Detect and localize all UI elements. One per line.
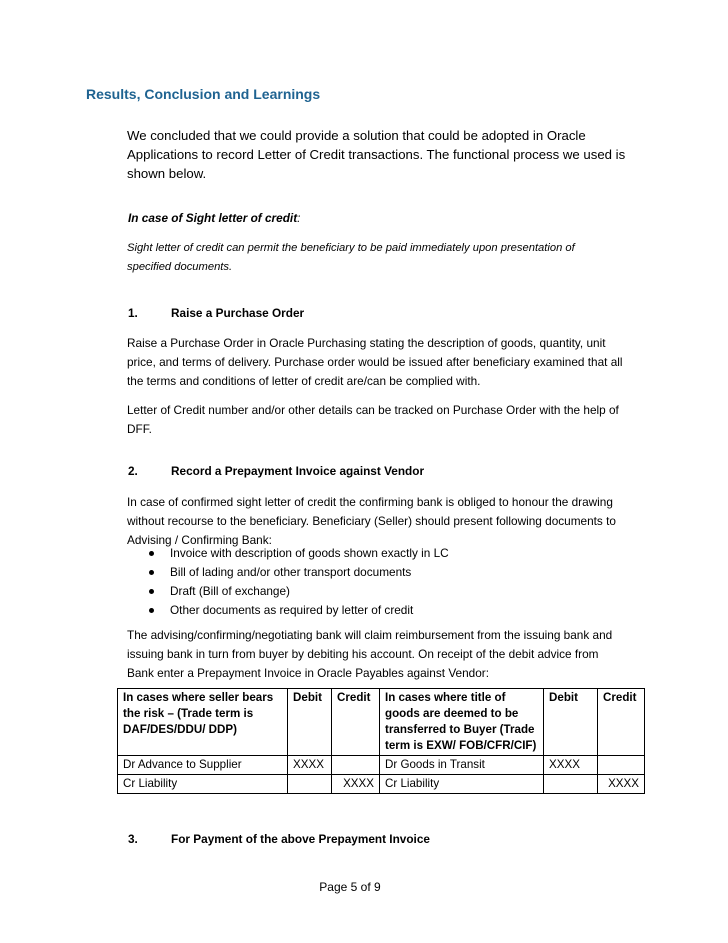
step-title: For Payment of the above Prepayment Invoice [171,832,430,846]
list-item [127,601,647,620]
list-item-text: Bill of lading and/or other transport documents [170,565,412,579]
paragraph-line: without recourse to the beneficiary. Beneficiary (Seller) should present following documents to [127,514,616,528]
sight-title [128,209,300,228]
row-left-credit: XXXX [332,775,380,794]
row-right-description: Dr Goods in Transit [380,756,544,775]
list-item-text: Draft (Bill of exchange) [170,584,290,598]
row-right-debit [544,775,598,794]
list-item-text: Other documents as required by letter of credit [170,603,414,617]
row-left-description: Cr Liability [118,775,288,794]
step-1-paragraph-1 [127,334,647,391]
step-2-paragraph-1 [127,493,647,550]
paragraph-line: Advising / Confirming Bank: [127,533,272,547]
step-1-heading [128,304,628,323]
row-right-credit: XXXX [598,775,645,794]
sight-title-colon: : [297,211,301,225]
paragraph-line: issuing bank in turn from buyer by debiting his account. On receipt of the debit advice from [127,647,599,661]
step-3-heading [128,830,628,849]
header-left-credit: Credit [332,689,380,756]
row-right-debit: XXXX [544,756,598,775]
header-right-credit: Credit [598,689,645,756]
documents-list [127,544,647,620]
header-left-description: In cases where seller bears the risk – (Trade term is DAF/DES/DDU/ DDP) [118,689,288,756]
bullet-icon [149,570,154,575]
row-right-credit [598,756,645,775]
step-title: Raise a Purchase Order [171,306,305,320]
header-left-debit: Debit [288,689,332,756]
paragraph-line: Letter of Credit number and/or other details can be tracked on Purchase Order with the help of [127,403,619,417]
paragraph-line: The advising/confirming/negotiating bank will claim reimbursement from the issuing bank and [127,628,613,642]
sight-desc-line: Sight letter of credit can permit the beneficiary to be paid immediately upon presentation of [127,242,575,254]
paragraph-line: the terms and conditions of letter of credit are/can be complied with. [127,374,481,388]
intro-line: Applications to record Letter of Credit transactions. The functional process we used is [127,147,626,162]
sight-description [127,239,647,277]
list-item [127,582,647,601]
header-right-debit: Debit [544,689,598,756]
header-right-description: In cases where title of goods are deemed to be transferred to Buyer (Trade term is EXW/ FOB/CFR/CIF) [380,689,544,756]
paragraph-line: Bank enter a Prepayment Invoice in Oracle Payables against Vendor: [127,666,489,680]
paragraph-line: In case of confirmed sight letter of credit the confirming bank is obliged to honour the drawing [127,495,613,509]
row-right-description: Cr Liability [380,775,544,794]
row-left-debit [288,775,332,794]
step-2-heading [128,462,628,481]
intro-line: shown below. [127,166,207,181]
step-1-paragraph-2 [127,401,647,439]
sight-title-text: In case of Sight letter of credit [128,211,298,225]
list-item [127,563,647,582]
sight-desc-line: specified documents. [127,261,233,273]
paragraph-line: DFF. [127,422,152,436]
paragraph-line: Raise a Purchase Order in Oracle Purchasing stating the description of goods, quantity, unit [127,336,606,350]
table-header-row [118,689,645,756]
list-item [127,544,647,563]
accounting-entries-table [117,688,645,794]
table-row [118,756,645,775]
bullet-icon [149,551,154,556]
step-number: 3. [128,832,138,846]
paragraph-line: price, and terms of delivery. Purchase order would be issued after beneficiary examined that all [127,355,623,369]
step-title: Record a Prepayment Invoice against Vendor [171,464,425,478]
bullet-icon [149,608,154,613]
step-number: 1. [128,306,138,320]
step-2-paragraph-2 [127,626,647,683]
bullet-icon [149,589,154,594]
row-left-credit [332,756,380,775]
page-number: Page 5 of 9 [319,880,381,894]
section-heading: Results, Conclusion and Learnings [86,86,321,102]
row-left-description: Dr Advance to Supplier [118,756,288,775]
row-left-debit: XXXX [288,756,332,775]
step-number: 2. [128,464,138,478]
list-item-text: Invoice with description of goods shown exactly in LC [170,546,449,560]
intro-paragraph [127,126,647,183]
intro-line: We concluded that we could provide a solution that could be adopted in Oracle [127,128,586,143]
table-row [118,775,645,794]
